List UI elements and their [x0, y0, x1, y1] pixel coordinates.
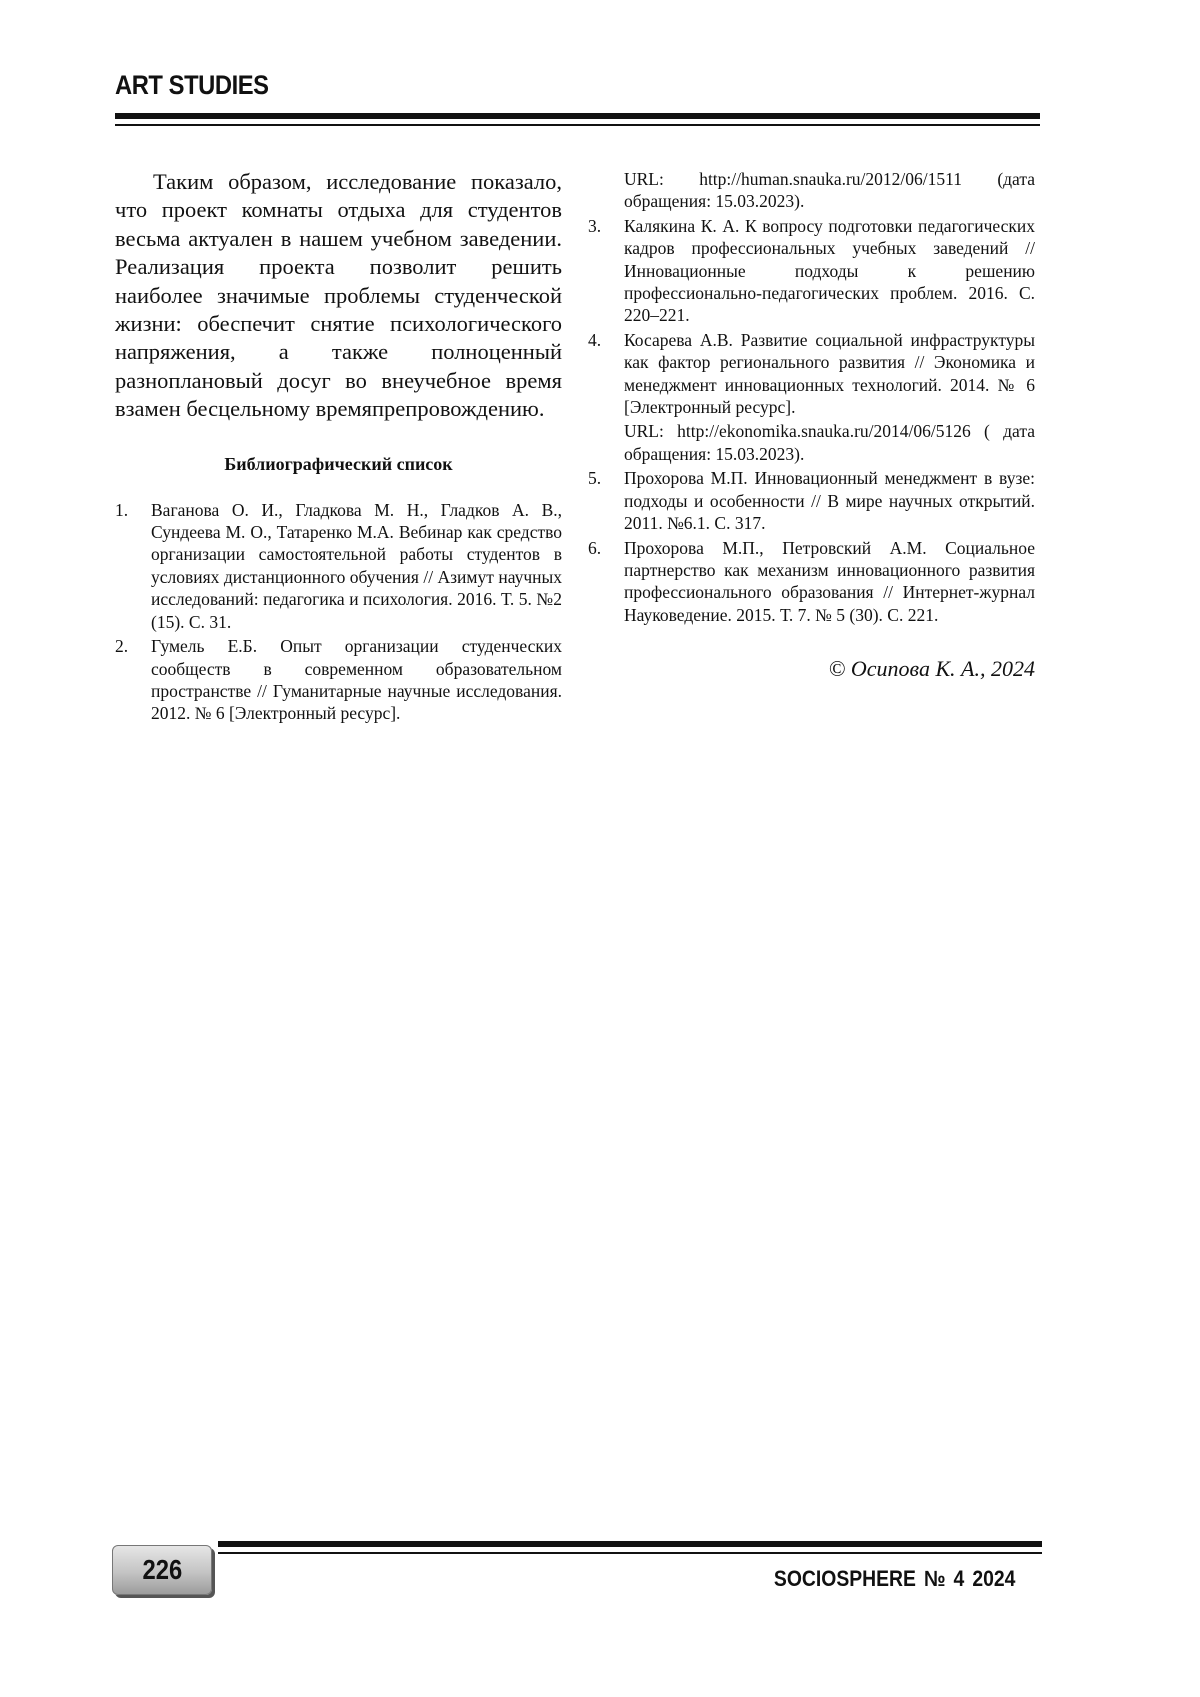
reference-continuation: URL: http://human.snauka.ru/2012/06/1511 (дата обращения: 15.03.2023). [588, 168, 1035, 213]
reference-list-right [588, 168, 1035, 626]
bibliography-heading: Библиографический список [115, 454, 562, 475]
reference-text: Прохорова М.П. Инновационный менеджмент в вузе: подходы и особенности // В мире научных открытий. 2011. №6.1. С. 317. [624, 468, 1035, 533]
reference-item [588, 537, 1035, 627]
reference-number: 3. [588, 215, 601, 237]
reference-number: 2. [115, 635, 128, 657]
reference-list-left [115, 499, 562, 725]
reference-number: 6. [588, 537, 601, 559]
reference-item [115, 635, 562, 725]
header-rule-thick [115, 113, 1040, 119]
reference-number: 5. [588, 467, 601, 489]
footer-rule-thick [218, 1541, 1042, 1547]
reference-item [588, 329, 1035, 419]
left-column [115, 168, 562, 727]
reference-item [115, 499, 562, 633]
section-title: ART STUDIES [115, 70, 269, 101]
journal-name: SOCIOSPHERE № 4 2024 [774, 1566, 1015, 1592]
reference-number: 4. [588, 329, 601, 351]
header-rule-thin [115, 124, 1040, 126]
reference-text: Калякина К. А. К вопросу подготовки педагогических кадров профессиональных учебных заведений // Инновационные подходы к решению профессионально-педагогических проблем. 2016. С. 220–221. [624, 216, 1035, 326]
page-number: 226 [142, 1554, 182, 1586]
reference-item [588, 467, 1035, 534]
conclusion-paragraph: Таким образом, исследование показало, что проект комнаты отдыха для студентов весьма актуален в нашем учебном заведении. Реализация проекта позволит решить наиболее значимые проблемы студенческой жизни: обеспечит снятие психологического напряжения, а также полноценный разноплановый досуг во внеучебное время взамен бесцельному времяпрепровождению. [115, 168, 562, 424]
copyright-signature: © Осипова К. А., 2024 [588, 656, 1035, 682]
right-column [588, 168, 1035, 682]
reference-text: Прохорова М.П., Петровский А.М. Социальное партнерство как механизм инновационного развития профессионального образования // Интернет-журнал Науковедение. 2015. Т. 7. № 5 (30). С. 221. [624, 538, 1035, 625]
reference-continuation: URL: http://ekonomika.snauka.ru/2014/06/5126 ( дата обращения: 15.03.2023). [588, 420, 1035, 465]
reference-text: Косарева А.В. Развитие социальной инфраструктуры как фактор регионального развития // Экономика и менеджмент инновационных технологий. 2014. № 6 [Электронный ресурс]. [624, 330, 1035, 417]
reference-text: Гумель Е.Б. Опыт организации студенческих сообществ в современном образовательном пространстве // Гуманитарные научные исследования. 2012. № 6 [Электронный ресурс]. [151, 636, 562, 723]
reference-item [588, 215, 1035, 327]
footer-rule-thin [218, 1552, 1042, 1554]
reference-text: Ваганова О. И., Гладкова М. Н., Гладков А. В., Сундеева М. О., Татаренко М.А. Вебинар как средство организации самостоятельной работы студентов в условиях дистанционного обучения // Азимут научных исследований: педагогика и психология. 2016. Т. 5. №2 (15). С. 31. [151, 500, 562, 632]
page-number-badge [112, 1545, 212, 1595]
reference-number: 1. [115, 499, 128, 521]
